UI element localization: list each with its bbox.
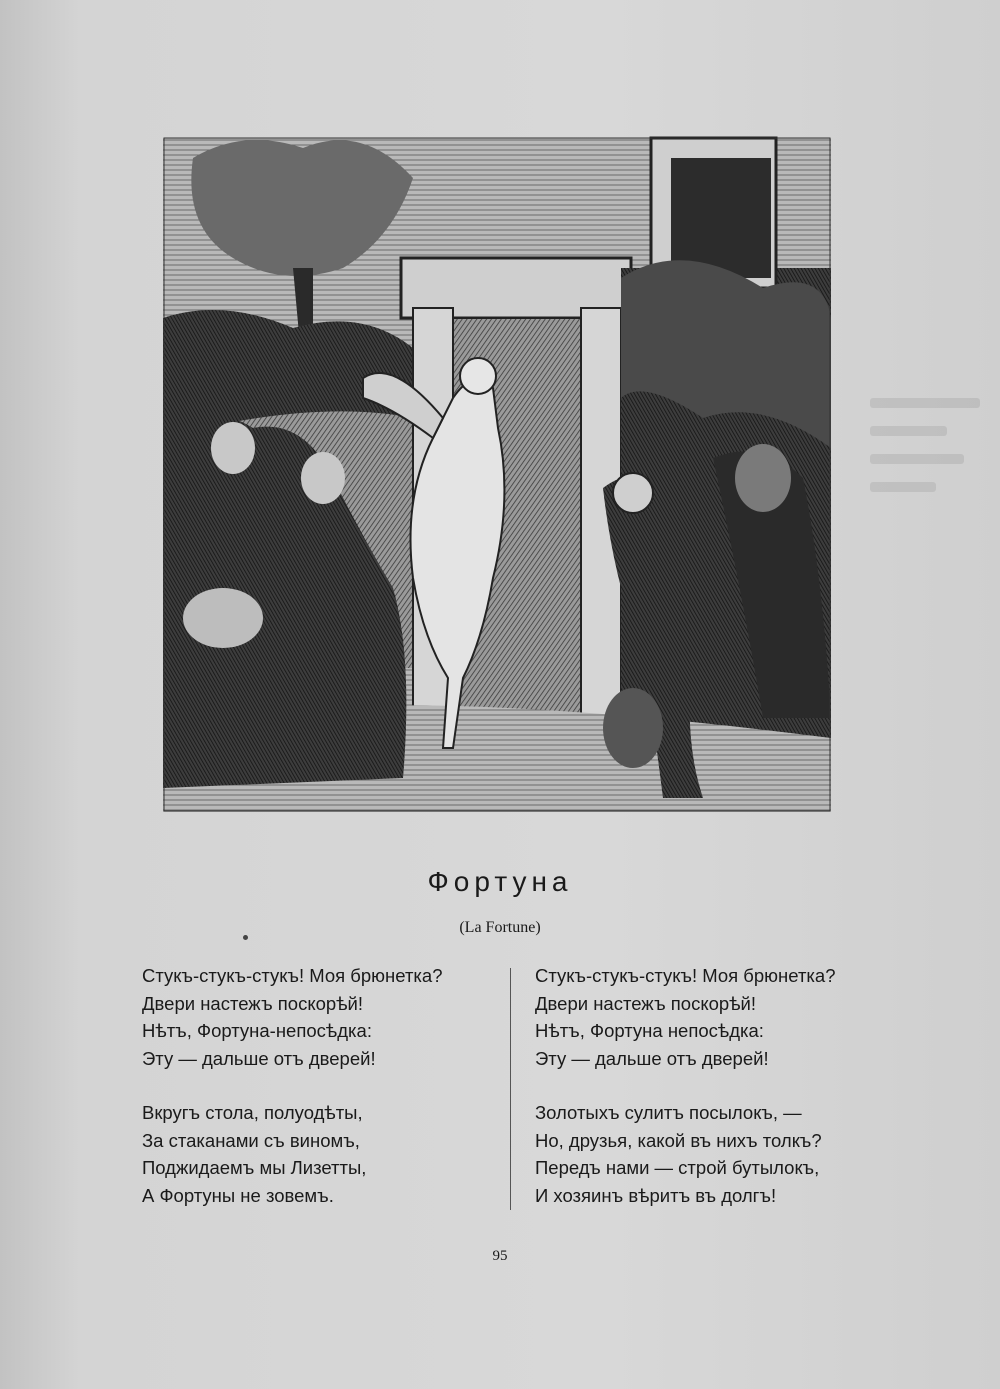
page-number: 95 (492, 1248, 508, 1264)
column-divider (510, 968, 511, 1210)
poem-column-right (535, 962, 836, 1236)
verse-line: Эту — дальше отъ дверей! (142, 1047, 376, 1069)
bleed-through-text (870, 380, 980, 660)
verse-line: А Фортуны не зовемъ. (142, 1184, 334, 1206)
verse-line: Стукъ-стукъ-стукъ! Моя брюнетка? (535, 965, 836, 986)
verse-line: Но, друзья, какой въ нихъ толкъ? (535, 1129, 822, 1151)
verse-line: Поджидаемъ мы Лизетты, (142, 1157, 367, 1178)
verse-line: И хозяинъ вѣритъ въ долгъ! (535, 1184, 777, 1206)
poem-title: Фортуна (427, 866, 573, 897)
verse-line: Нѣтъ, Фортуна непосѣдка: (535, 1020, 764, 1041)
stanza (535, 1099, 836, 1209)
verse-line: Нѣтъ, Фортуна-непосѣдка: (142, 1020, 372, 1041)
stanza (142, 962, 443, 1072)
verse-line: Двери настежъ поскорѣй! (142, 992, 364, 1014)
poem-column-left (142, 962, 443, 1236)
stanza (535, 962, 836, 1072)
verse-line: Двери настежъ поскорѣй! (535, 992, 757, 1014)
verse-line: Передъ нами — строй бутылокъ, (535, 1157, 820, 1178)
poem-subtitle: (La Fortune) (459, 919, 541, 936)
verse-line: Стукъ-стукъ-стукъ! Моя брюнетка? (142, 965, 443, 986)
verse-line: Вкругъ стола, полуодѣты, (142, 1102, 363, 1123)
stanza (142, 1099, 443, 1209)
verse-line: За стаканами съ виномъ, (142, 1129, 360, 1151)
poem-body (0, 962, 1000, 1222)
engraving-fortune-at-door-icon (163, 118, 831, 812)
illustration-engraving (163, 118, 831, 812)
ink-speck (243, 935, 248, 940)
verse-line: Эту — дальше отъ дверей! (535, 1047, 769, 1069)
verse-line: Золотыхъ сулитъ посылокъ, — (535, 1102, 802, 1123)
